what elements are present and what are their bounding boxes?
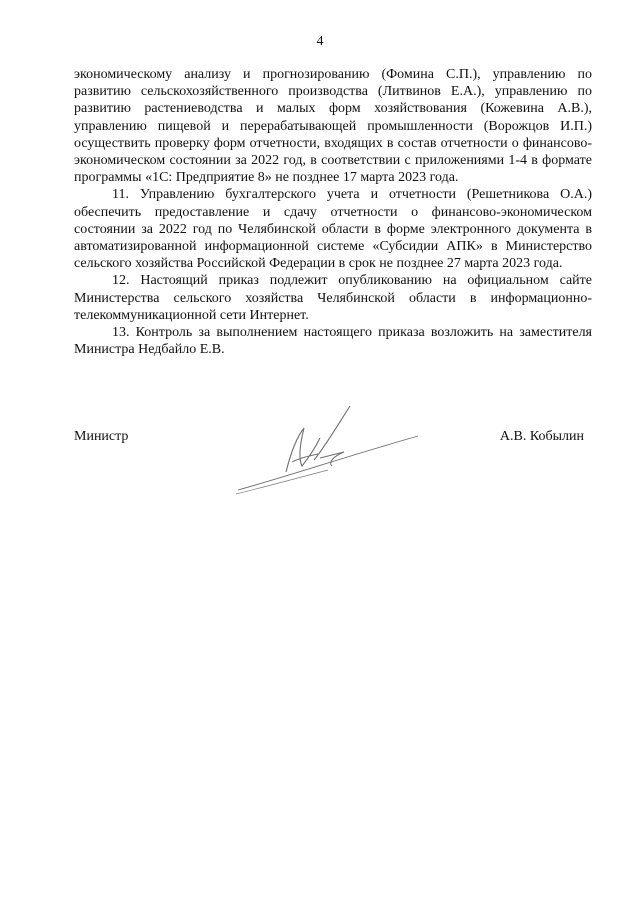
page-number: 4 <box>316 34 324 49</box>
paragraph-item-12: 12. Настоящий приказ подлежит опубликованию на официальном сайте Министерства сельского хозяйства Челябинской области в информационно-телекоммуникационной сети Интернет. <box>74 273 592 323</box>
document-body <box>74 66 592 358</box>
paragraph-item-11: 11. Управлению бухгалтерского учета и отчетности (Решетникова О.А.) обеспечить предоставление и сдачу отчетности о финансово-экономическом состоянии за 2022 год по Челябинской области в форме электронного документа в автоматизированной информационной системе «Субсидии АПК» в Министерство сельского хозяйства Российской Федерации в срок не позднее 27 марта 2023 года. <box>74 187 592 272</box>
paragraph-continuation: экономическому анализу и прогнозированию (Фомина С.П.), управлению по развитию сельскохозяйственного производства (Литвинов Е.А.), управлению по развитию растениеводства и малых форм хозяйствования (Кожевина А.В.), управлению пищевой и перерабатывающей промышленности (Ворожцов И.П.) осуществить проверку форм отчетности, входящих в состав отчетности о финансово-экономическом состоянии за 2022 год, в соответствии с приложениями 1-4 в формате программы «1С: Предприятие 8» не позднее 17 марта 2023 года. <box>74 67 592 186</box>
handwritten-signature-icon <box>228 398 428 498</box>
signatory-name: А.В. Кобылин <box>499 429 584 444</box>
paragraph-item-13: 13. Контроль за выполнением настоящего приказа возложить на заместителя Министра Недбайло Е.В. <box>74 325 592 358</box>
signatory-title: Министр <box>74 429 129 444</box>
